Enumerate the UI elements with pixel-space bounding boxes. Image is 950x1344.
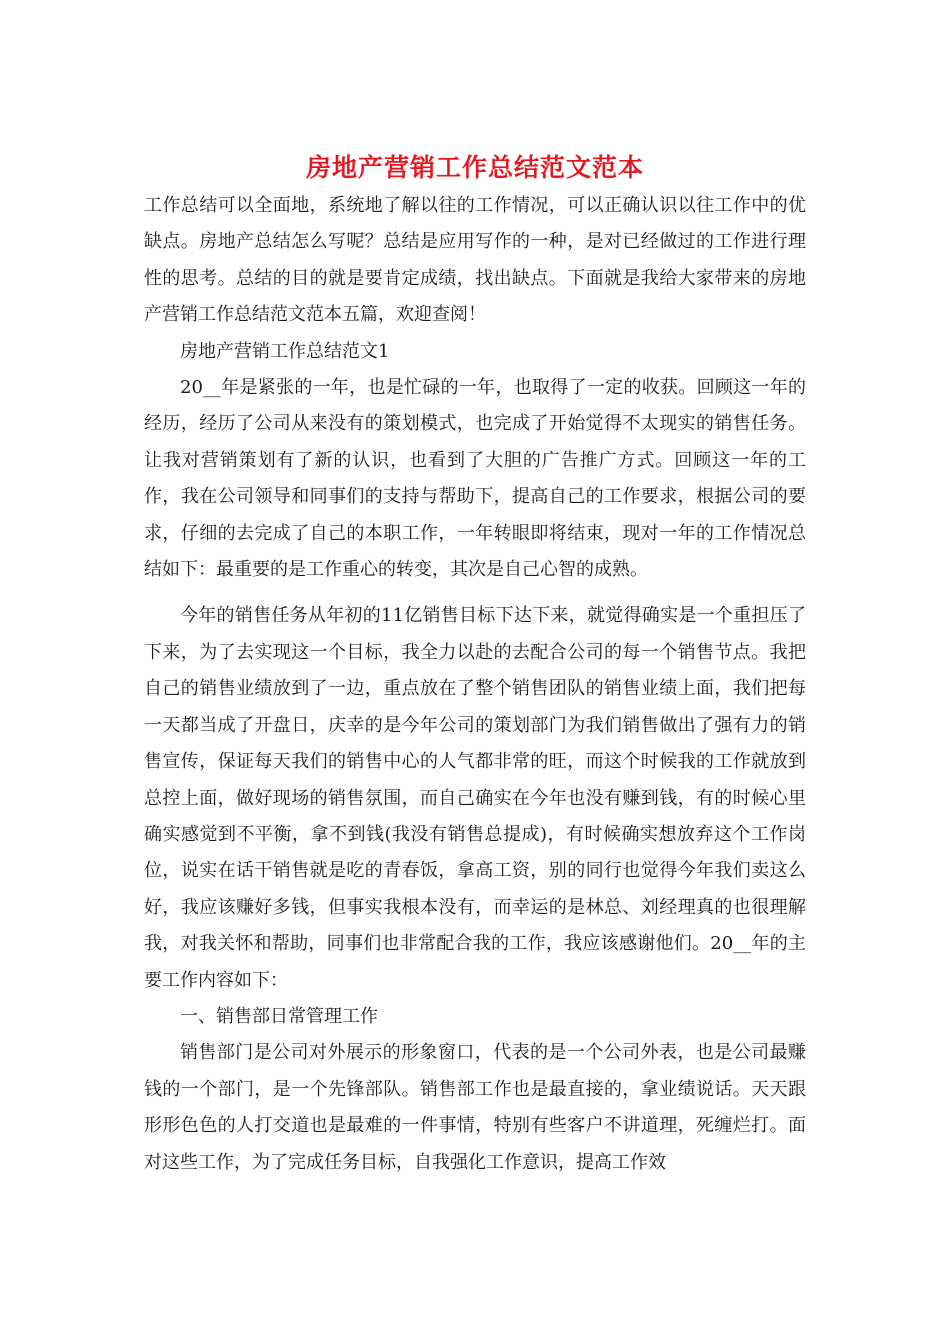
document-body: [144, 188, 806, 1181]
intro-paragraph: 工作总结可以全面地，系统地了解以往的工作情况，可以正确认识以往工作中的优缺点。房地产总结怎么写呢？总结是应用写作的一种，是对已经做过的工作进行理性的思考。总结的目的就是要肯定成绩，找出缺点。下面就是我给大家带来的房地产营销工作总结范文范本五篇，欢迎查阅！: [144, 195, 806, 326]
body-paragraph: 20__年是紧张的一年，也是忙碌的一年，也取得了一定的收获。回顾这一年的经历，经历了公司从来没有的策划模式，也完成了开始觉得不太现实的销售任务。让我对营销策划有了新的认识，也看到了大胆的广告推广方式。回顾这一年的工作，我在公司领导和同事们的支持与帮助下，提高自己的工作要求，根据公司的要求，仔细的去完成了自己的本职工作，一年转眼即将结束，现对一年的工作情况总结如下：最重要的是工作重心的转变，其次是自己心智的成熟。: [144, 377, 806, 581]
section-heading-1: 房地产营销工作总结范文1: [180, 340, 390, 362]
body-paragraph: 今年的销售任务从年初的11亿销售目标下达下来，就觉得确实是一个重担压了下来，为了去实现这一个目标，我全力以赴的去配合公司的每一个销售节点。我把自己的销售业绩放到了一边，重点放在了整个销售团队的销售业绩上面，我们把每一天都当成了开盘日，庆幸的是今年公司的策划部门为我们销售做出了强有力的销售宣传，保证每天我们的销售中心的人气都非常的旺，而这个时候我的工作就放到总控上面，做好现场的销售氛围，而自己确实在今年也没有赚到钱，有的时候心里确实感觉到不平衡，拿不到钱(我没有销售总提成)，有时候确实想放弃这个工作岗位，说实在话干销售就是吃的青春饭，拿高工资，别的同行也觉得今年我们卖这么好，我应该赚好多钱，但事实我根本没有，而幸运的是林总、刘经理真的也很理解我，对我关怀和帮助，同事们也非常配合我的工作，我应该感谢他们。20__年的主要工作内容如下：: [144, 605, 806, 991]
body-paragraph: 销售部门是公司对外展示的形象窗口，代表的是一个公司外表，也是公司最赚钱的一个部门，是一个先锋部队。销售部工作也是最直接的，拿业绩说话。天天跟形形色色的人打交道也是最难的一件事情，特别有些客户不讲道理，死缠烂打。面对这些工作，为了完成任务目标，自我强化工作意识，提高工作效: [144, 1042, 806, 1173]
document-title: 房地产营销工作总结范文范本: [305, 153, 644, 182]
subsection-heading: 一、销售部日常管理工作: [180, 1005, 378, 1027]
